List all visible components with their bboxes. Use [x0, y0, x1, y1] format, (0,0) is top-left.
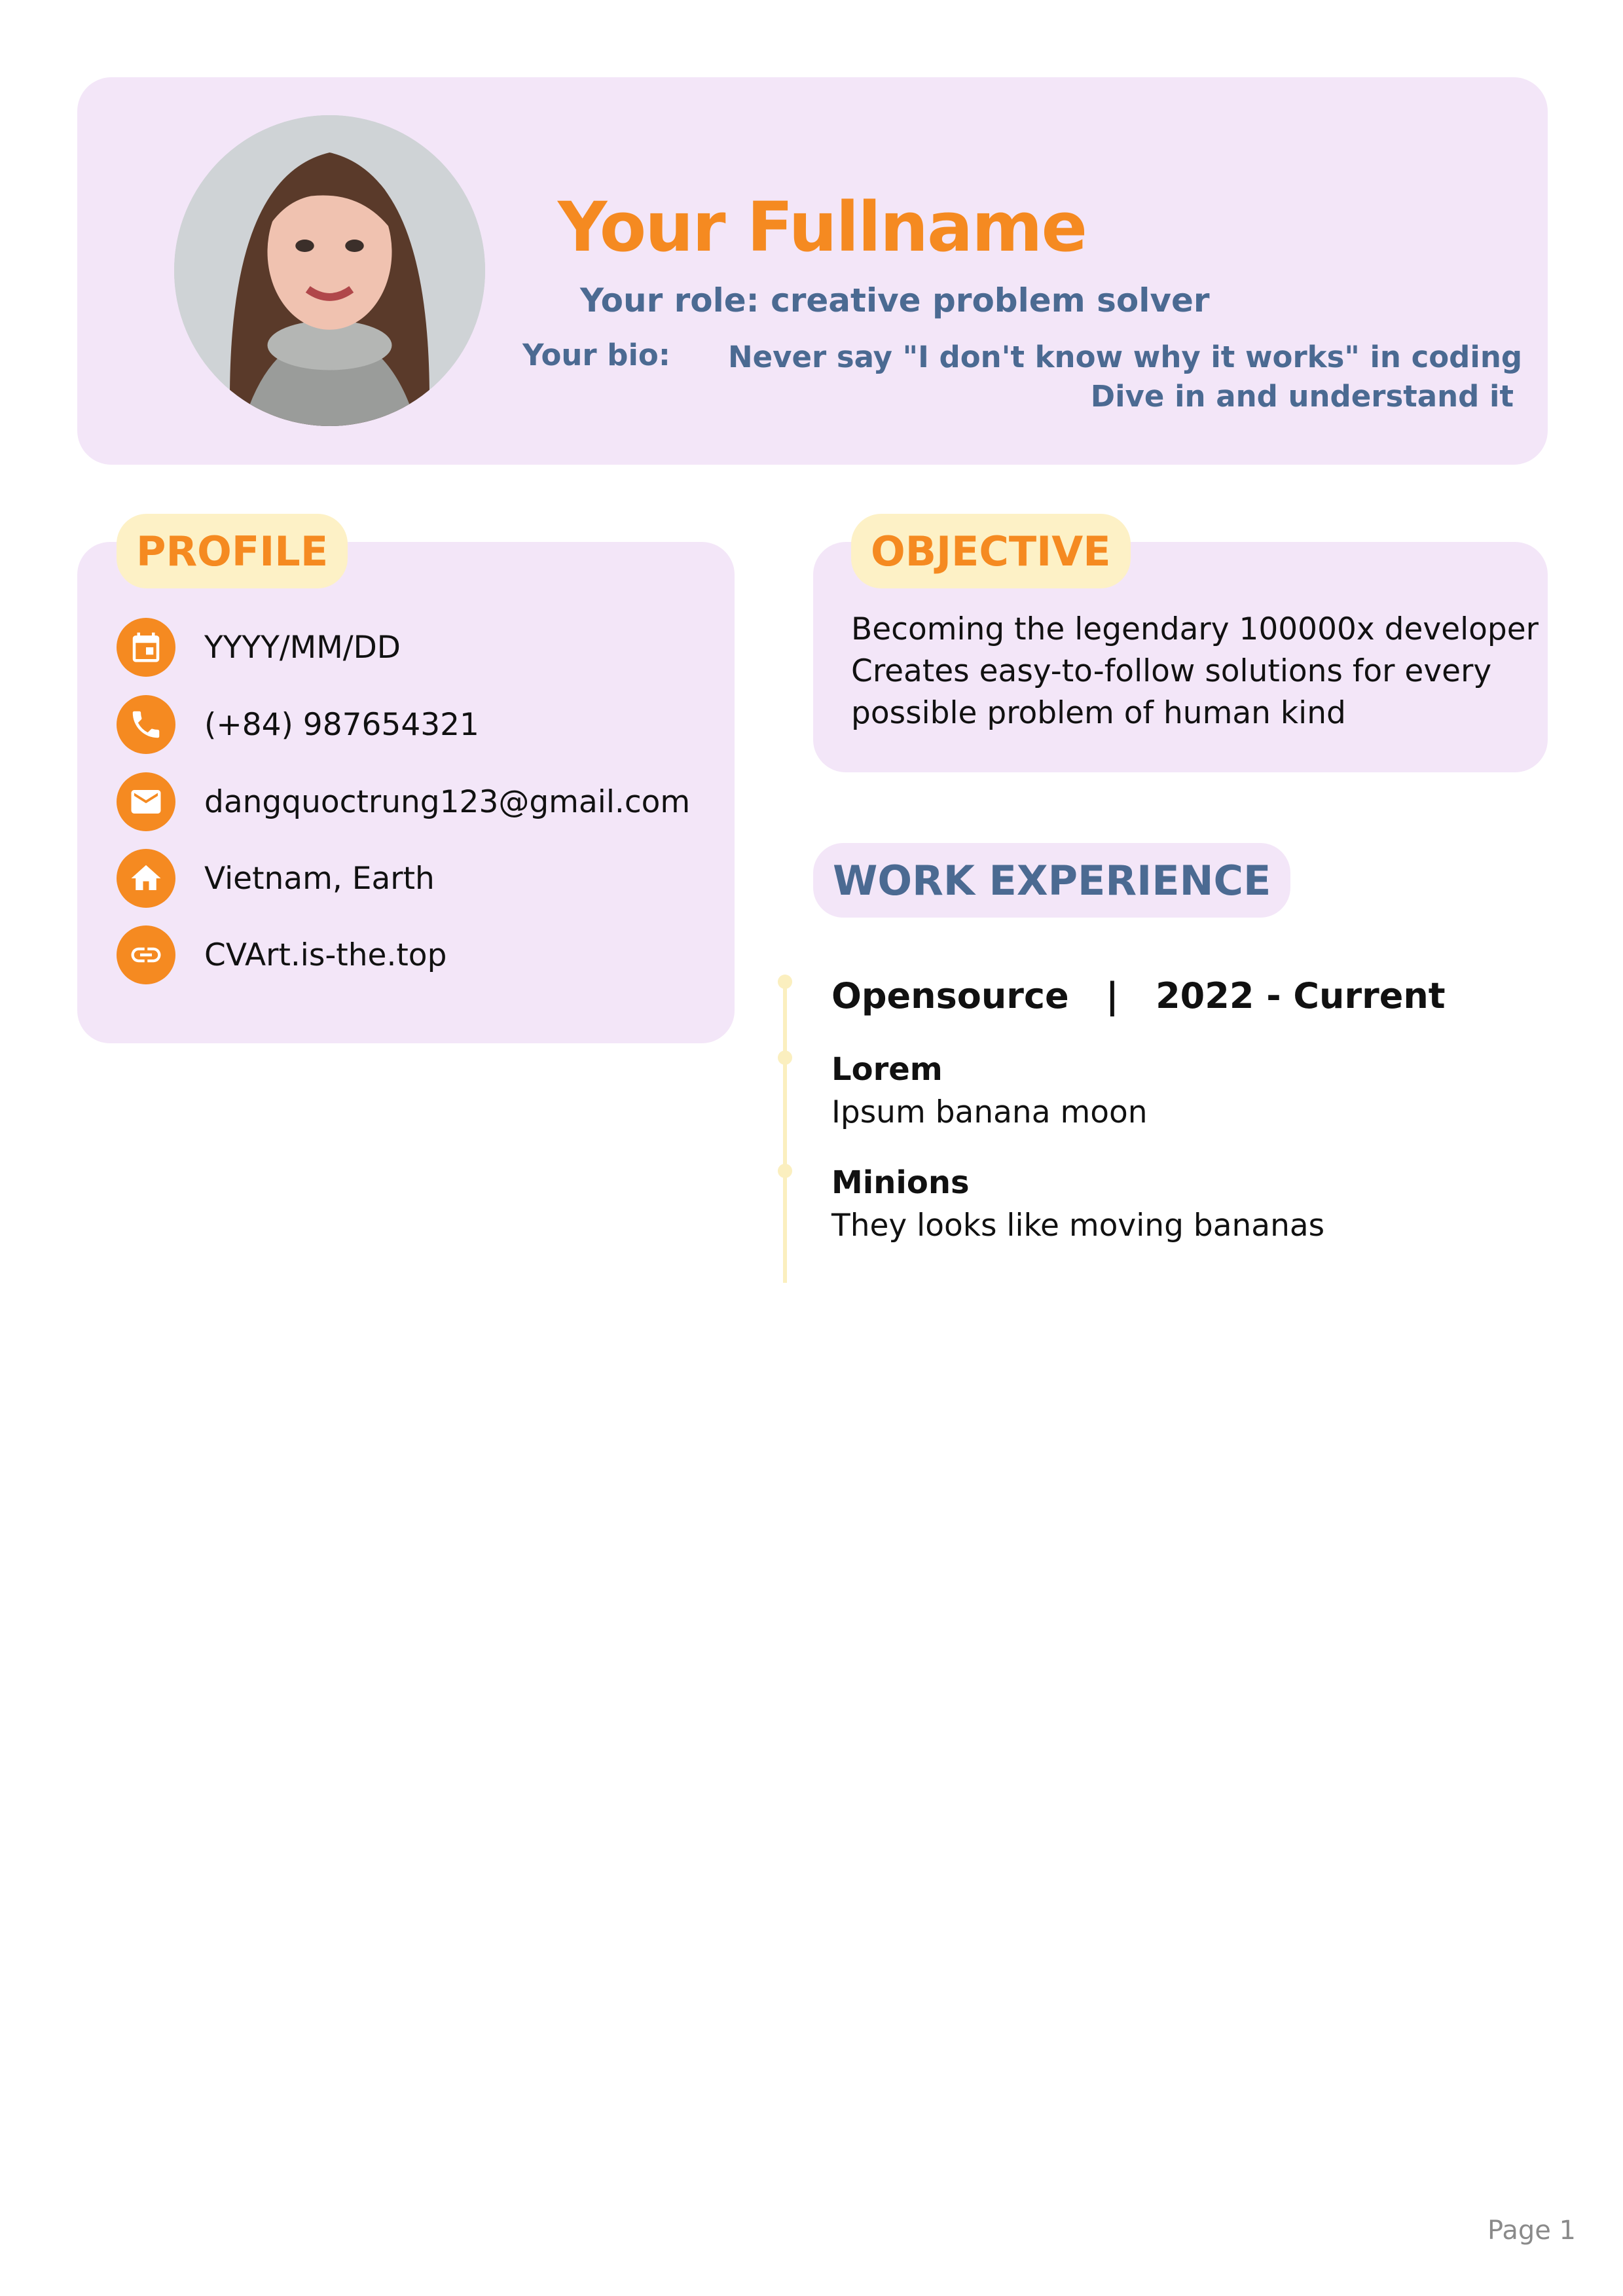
objective-line: Creates easy-to-follow solutions for every	[851, 653, 1492, 689]
work-item-title: Minions	[831, 1164, 970, 1201]
bio-line: Dive in and understand it	[1090, 379, 1514, 414]
header-card	[77, 77, 1548, 465]
job-title: Opensource | 2022 - Current	[831, 975, 1446, 1016]
phone-icon	[117, 695, 175, 754]
bio-label: Your bio:	[522, 338, 670, 372]
bio-line: Never say "I don't know why it works" in coding	[728, 340, 1523, 374]
profile-item-birthdate	[117, 618, 401, 677]
work-item-text: They looks like moving bananas	[831, 1208, 1325, 1244]
profile-item-text: (+84) 987654321	[204, 706, 479, 743]
objective-line: possible problem of human kind	[851, 695, 1346, 731]
timeline-dot	[778, 1164, 792, 1178]
bio-text	[728, 338, 1523, 416]
profile-item-text[interactable]: CVArt.is-the.top	[204, 937, 447, 973]
page-number: Page 1	[1487, 2215, 1576, 2246]
profile-item-email	[117, 772, 690, 831]
work-item-title: Lorem	[831, 1051, 943, 1088]
work-item-text: Ipsum banana moon	[831, 1094, 1148, 1130]
profile-item-phone	[117, 695, 479, 754]
profile-item-address	[117, 849, 435, 908]
mail-icon	[117, 772, 175, 831]
home-icon	[117, 849, 175, 908]
objective-text	[851, 609, 1539, 734]
calendar-icon	[117, 618, 175, 677]
objective-heading: OBJECTIVE	[851, 514, 1131, 588]
timeline-line	[783, 982, 787, 1283]
work-experience-heading: WORK EXPERIENCE	[813, 843, 1290, 918]
objective-line: Becoming the legendary 100000x developer	[851, 611, 1539, 647]
profile-item-website	[117, 925, 447, 984]
profile-item-text: Vietnam, Earth	[204, 860, 435, 897]
avatar-photo	[174, 115, 485, 426]
profile-item-text[interactable]: dangquoctrung123@gmail.com	[204, 783, 691, 820]
timeline-dot	[778, 1050, 792, 1065]
role-title: Your role: creative problem solver	[580, 281, 1210, 319]
avatar	[174, 115, 485, 426]
full-name: Your Fullname	[558, 187, 1087, 267]
timeline-dot	[778, 975, 792, 989]
profile-heading: PROFILE	[117, 514, 348, 588]
profile-item-text: YYYY/MM/DD	[204, 629, 401, 666]
link-icon	[117, 925, 175, 984]
